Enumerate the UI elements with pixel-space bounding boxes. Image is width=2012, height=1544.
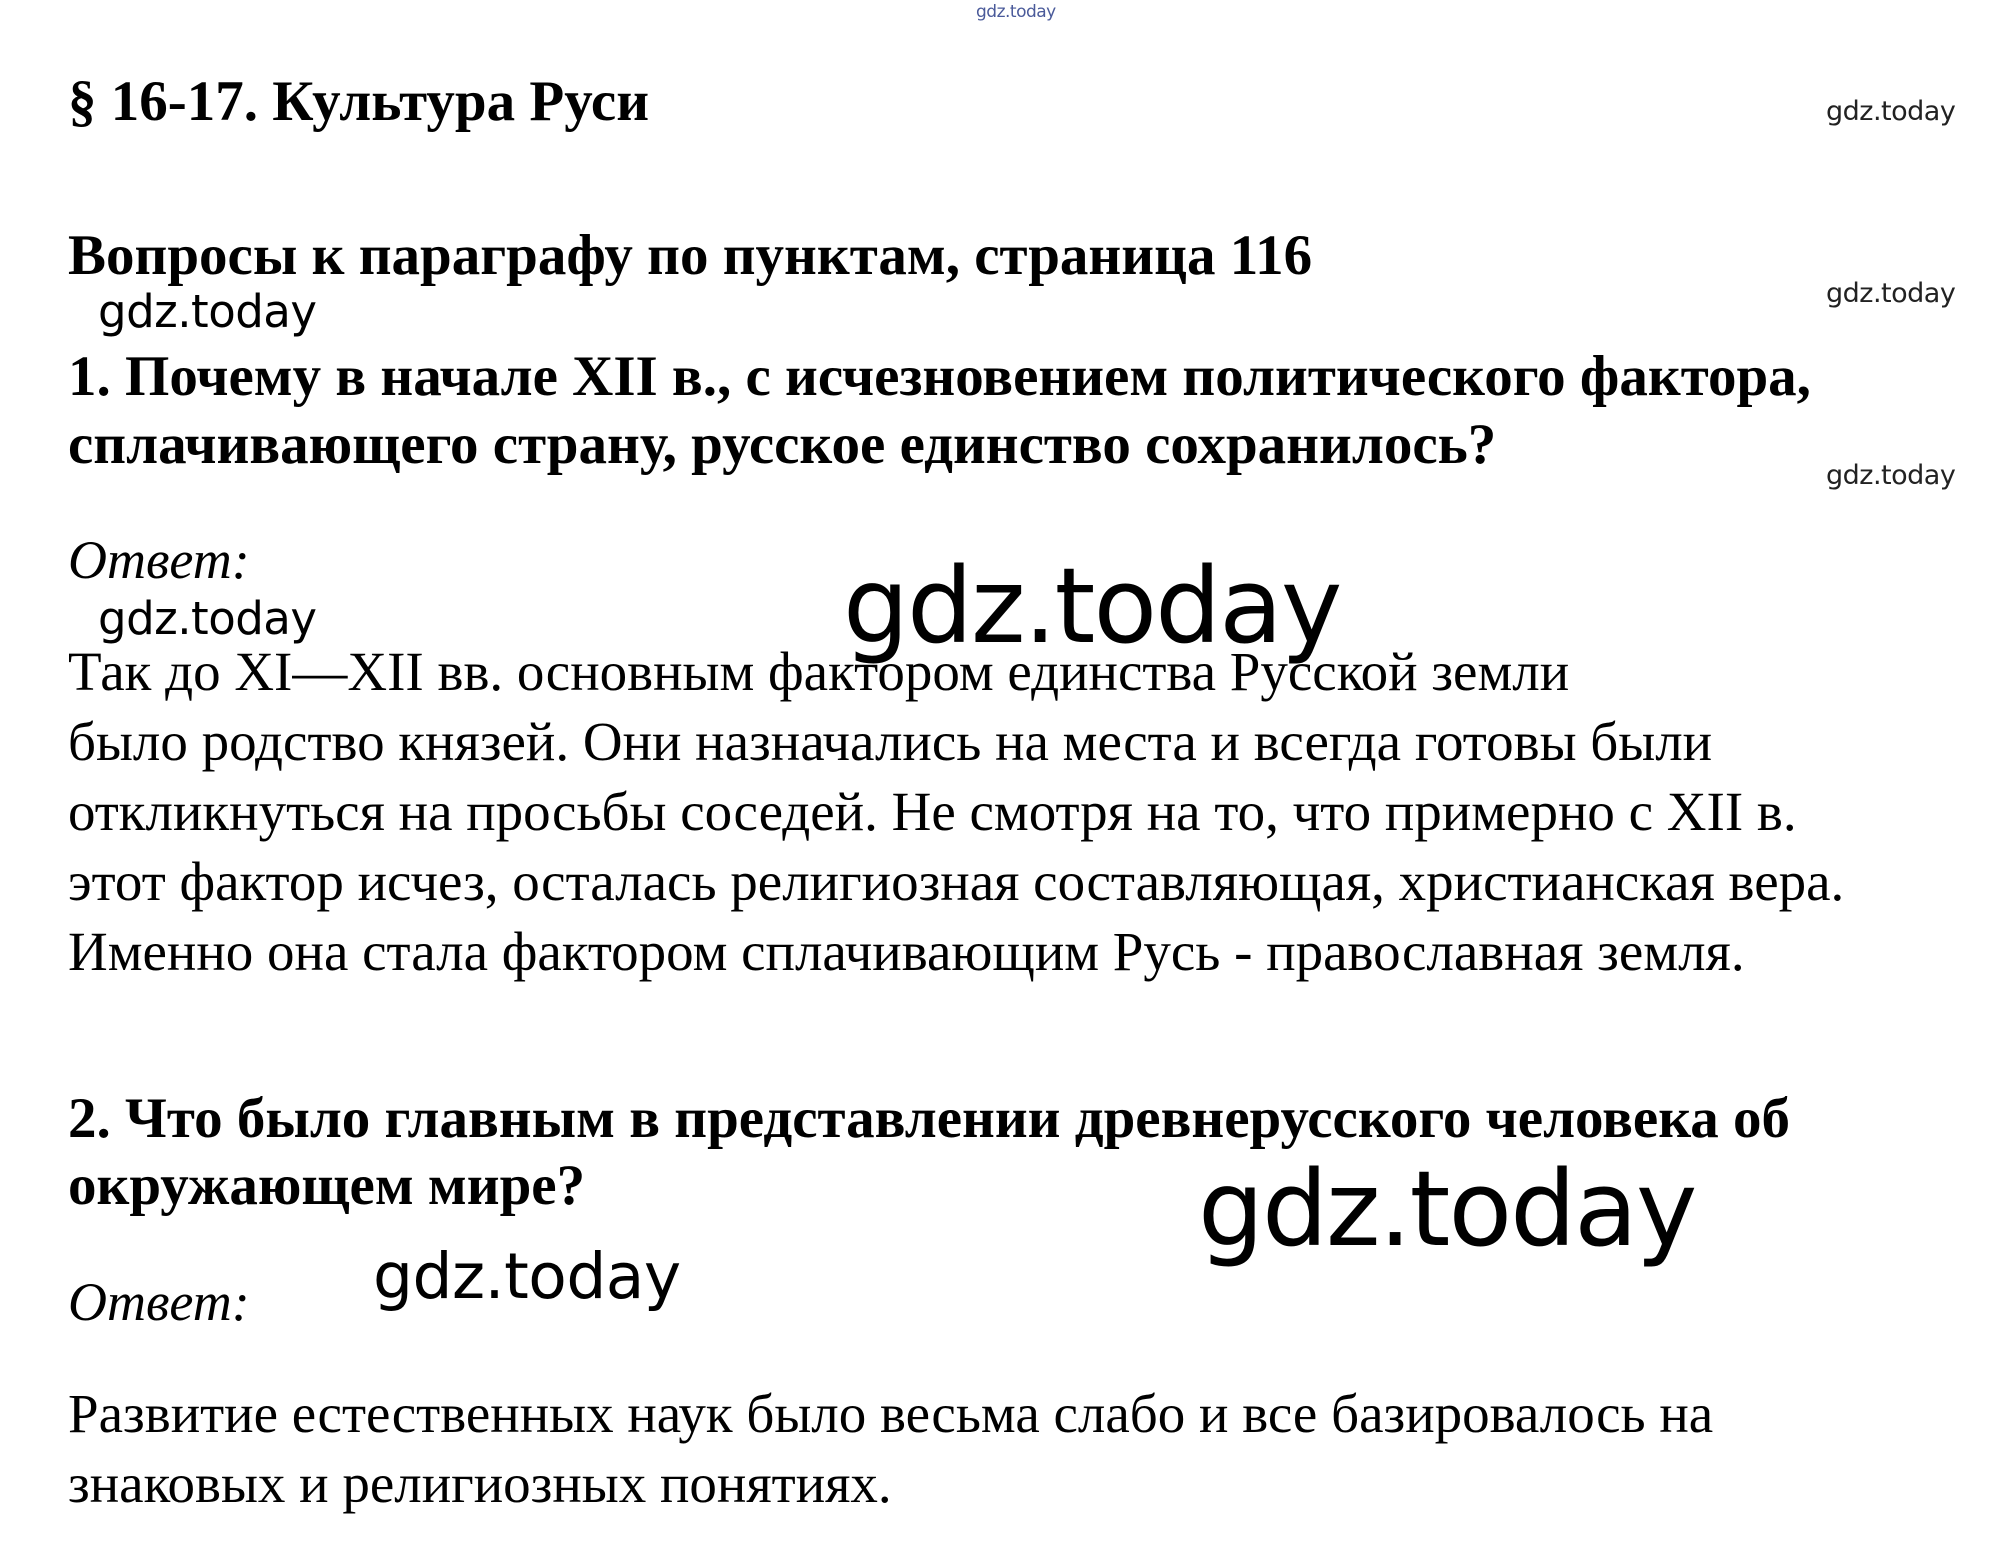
- watermark-right-3: gdz.today: [1826, 460, 1956, 491]
- section-subtitle: Вопросы к параграфу по пунктам, страница 116: [68, 224, 1313, 287]
- answer-1-line: откликнуться на просьбы соседей. Не смотря на то, что примерно с XII в.: [68, 781, 1797, 842]
- answer-1-label: Ответ:: [68, 530, 250, 590]
- answer-1-line: Именно она стала фактором сплачивающим Русь - православная земля.: [68, 921, 1745, 982]
- answer-1-text: [68, 637, 1844, 987]
- watermark-right-2: gdz.today: [1826, 278, 1956, 309]
- answer-1-line: Так до XI—XII вв. основным фактором единства Русской земли: [68, 641, 1570, 702]
- watermark-left-2: gdz.today: [98, 592, 317, 645]
- question-1-line-1: 1. Почему в начале XII в., с исчезновением политического фактора,: [68, 345, 1811, 408]
- answer-2-label: Ответ:: [68, 1272, 250, 1332]
- answer-2-line: знаковых и религиозных понятиях.: [68, 1453, 892, 1514]
- watermark-center-1: gdz.today: [843, 545, 1341, 667]
- question-2-line-2: окружающем мире?: [68, 1154, 586, 1217]
- watermark-mid-left: gdz.today: [373, 1240, 681, 1313]
- answer-2-line: Развитие естественных наук было весьма слабо и все базировалось на: [68, 1383, 1714, 1444]
- answer-2-text: [68, 1379, 1713, 1519]
- watermark-right-1: gdz.today: [1826, 96, 1956, 127]
- question-2-line-1: 2. Что было главным в представлении древнерусского человека об: [68, 1087, 1790, 1150]
- question-1-line-2: сплачивающего страну, русское единство сохранилось?: [68, 413, 1497, 476]
- watermark-center-2: gdz.today: [1198, 1148, 1696, 1270]
- answer-1-line: было родство князей. Они назначались на места и всегда готовы были: [68, 711, 1713, 772]
- watermark-top: gdz.today: [976, 2, 1056, 22]
- answer-1-line: этот фактор исчез, осталась религиозная составляющая, христианская вера.: [68, 851, 1845, 912]
- watermark-left-1: gdz.today: [98, 285, 317, 338]
- page-title: § 16-17. Культура Руси: [68, 70, 650, 133]
